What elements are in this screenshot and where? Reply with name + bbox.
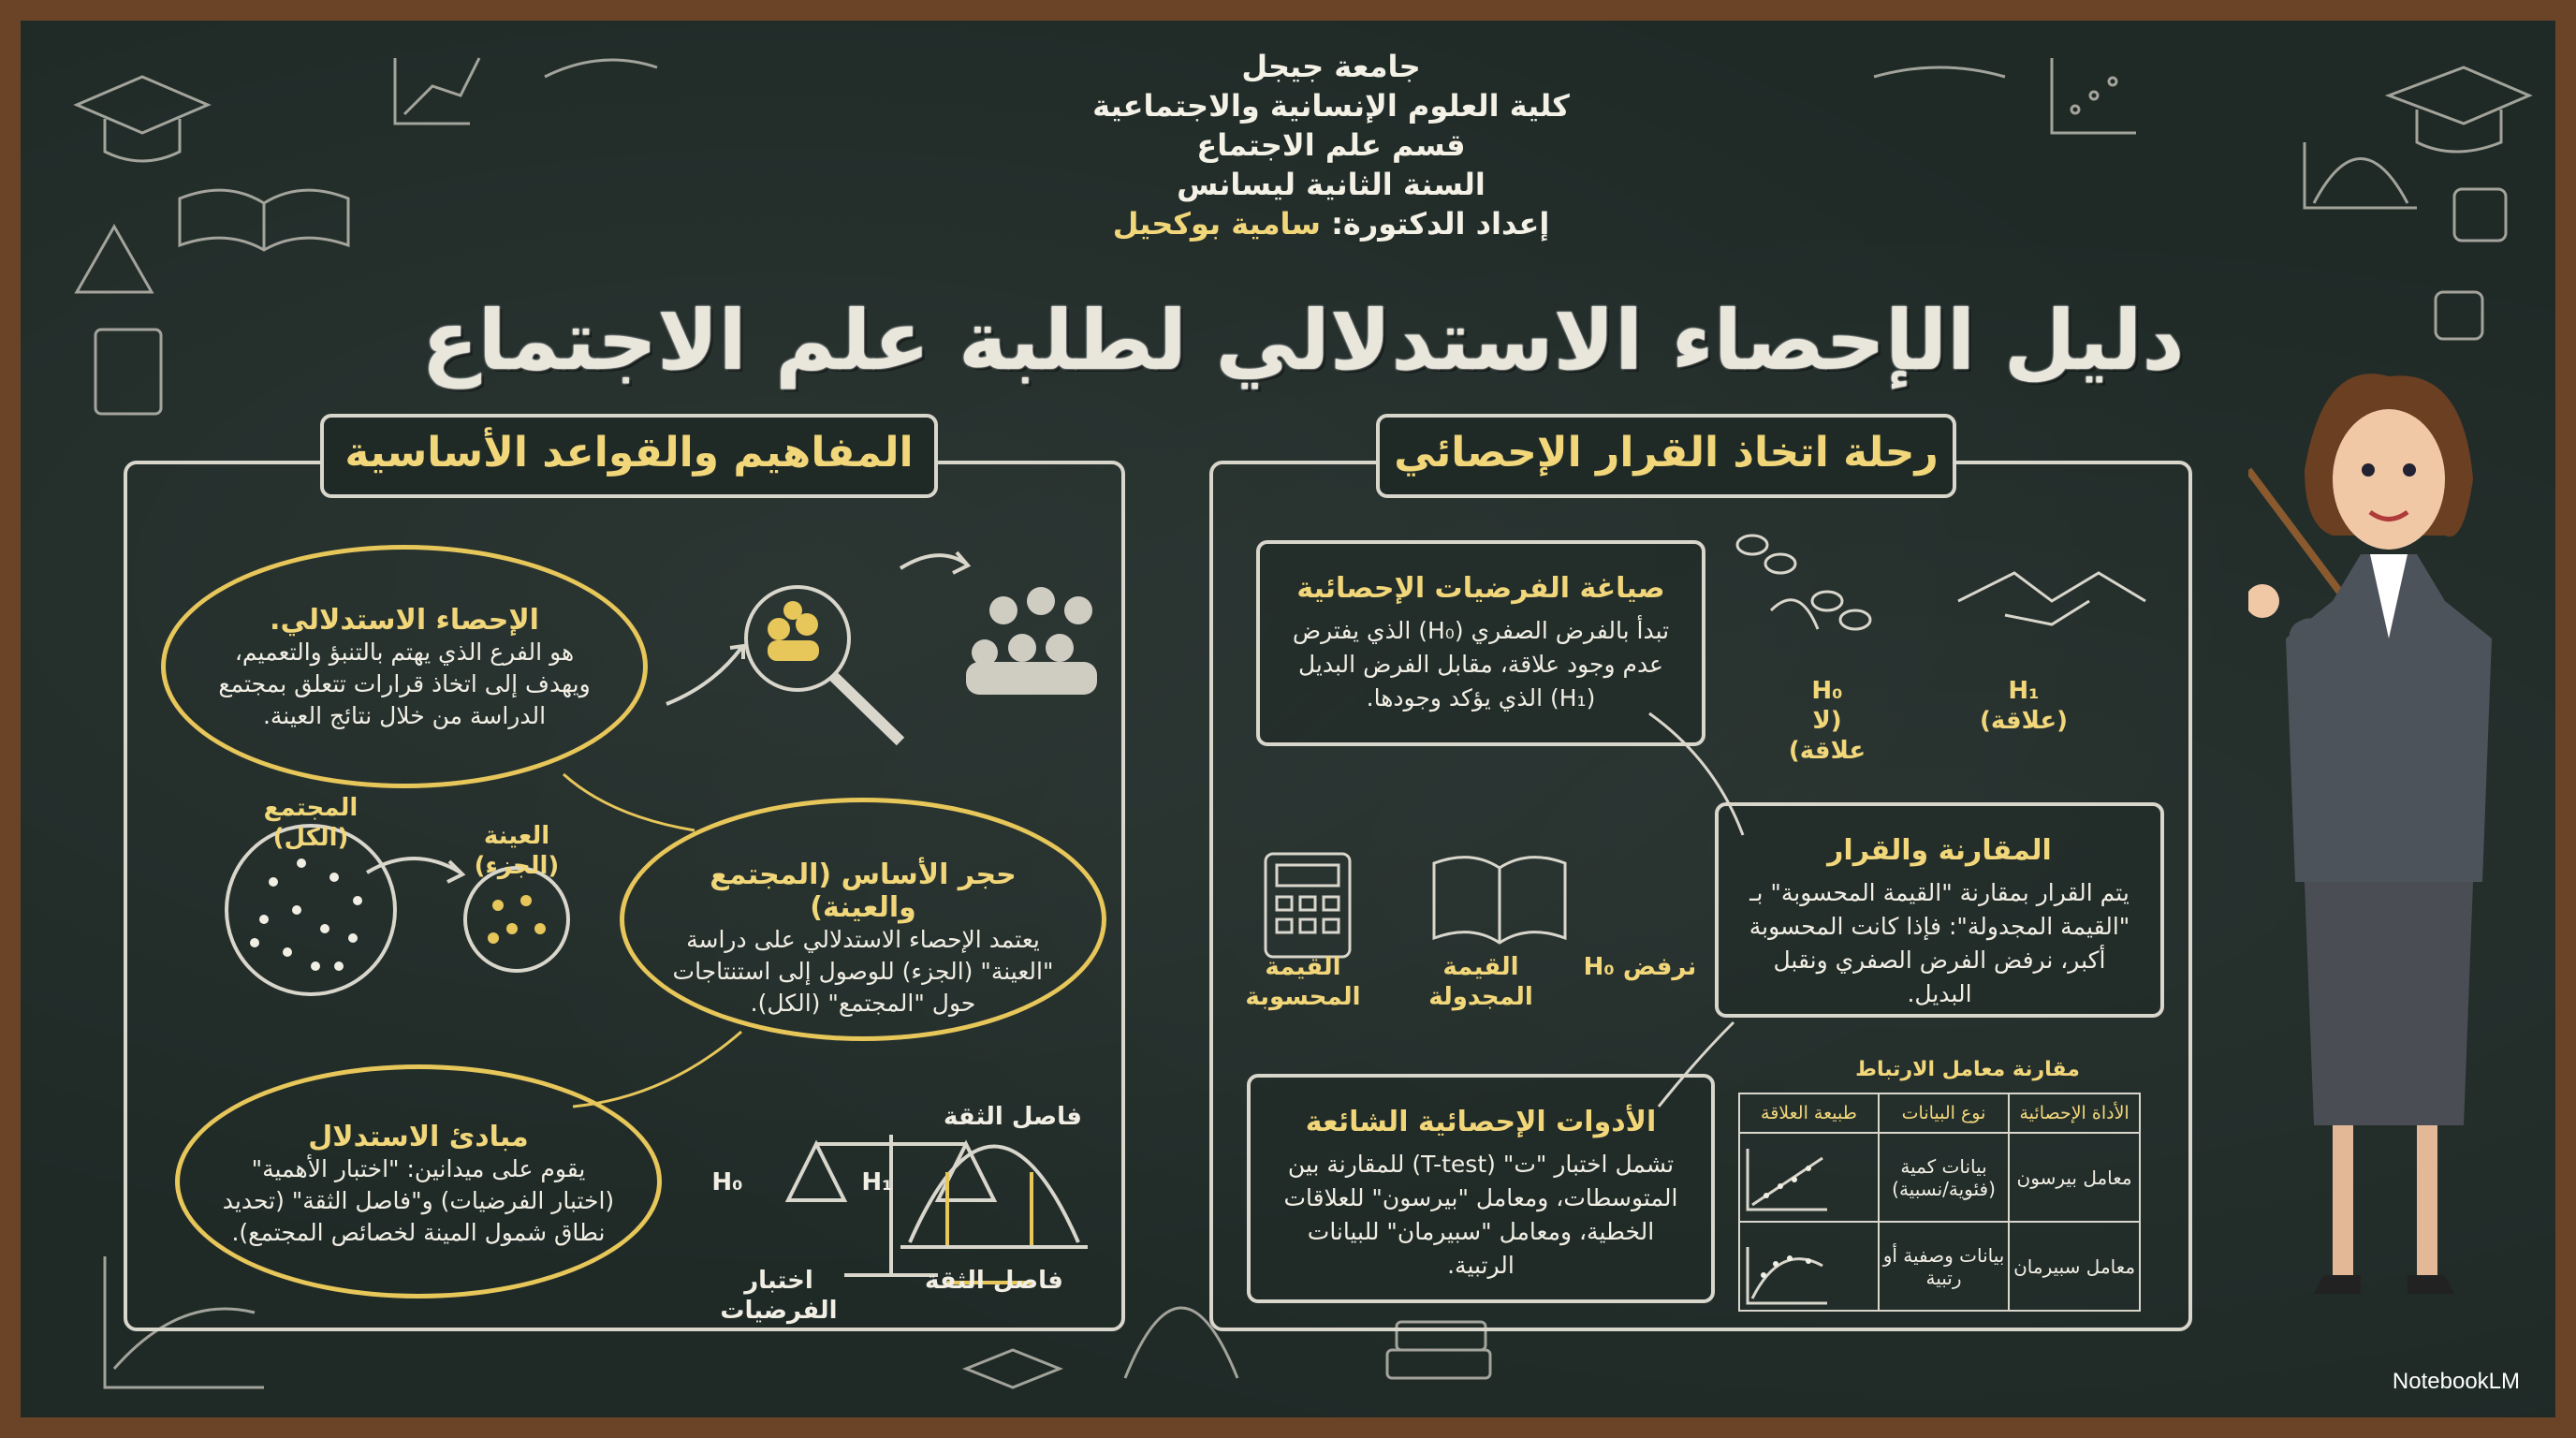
definition-text: هو الفرع الذي يهتم بالتنبؤ والتعميم، ويهدف إلى اتخاذ قرارات تتعلق بمجتمع الدراسة من خلال نتائج العينة. — [218, 638, 591, 729]
h0-description: (لا علاقة) — [1788, 707, 1866, 765]
comparison-text: يتم القرار بمقارنة "القيمة المحسوبة" بـ "القيمة المجدولة": فإذا كانت المحسوبة أكبر، نرفض الفرض الصفري ونقبل البديل. — [1749, 879, 2130, 1007]
notebook-icon — [95, 330, 161, 414]
hypotheses-text: تبدأ بالفرض الصفري (H₀) الذي يفترض عدم وجود علاقة، مقابل الفرض البديل (H₁) الذي يؤكد وجودها. — [1292, 617, 1670, 712]
author-label: إعداد الدكتورة: — [1331, 206, 1550, 242]
principles-text: يقوم على ميدانين: "اختبار الأهمية" (اختبار الفرضيات) و"فاصل الثقة" (تحديد نطاق شمول المينة لخصائص المجتمع). — [222, 1155, 615, 1246]
dice-icon — [2454, 189, 2506, 241]
hypotheses-title: صياغة الفرضيات الإحصائية — [1296, 572, 1665, 605]
teacher-illustration — [2248, 358, 2529, 1387]
study-year: السنة الثانية ليسانس — [1177, 167, 1486, 202]
concepts-panel-title: المفاهيم والقواعد الأساسية — [320, 414, 938, 498]
foundation-title: حجر الأساس (المجتمع والعينة) — [710, 858, 1017, 924]
page-title: دليل الإحصاء الاستدلالي لطلبة علم الاجتماع — [421, 292, 2185, 389]
correlation-table — [1738, 1093, 2141, 1312]
ci-top-label: فاصل الثقة — [944, 1103, 1082, 1131]
crowd-icon — [966, 587, 1097, 695]
tools-text: تشمل اختبار "ت" (T-test) للمقارنة بين المتوسطات، ومعامل "بيرسون" للعلاقات الخطية، ومعامل "سبيرمان" للبيانات الرتبية. — [1283, 1151, 1678, 1279]
ci-bottom-label: فاصل الثقة — [925, 1267, 1063, 1295]
graduation-cap-icon-right — [2389, 67, 2529, 152]
sample-label-text: العينة — [483, 822, 550, 850]
scatter-doodle-icon — [2052, 58, 2136, 133]
book-stack-icon — [1387, 1350, 1490, 1378]
broken-chain-icon — [1737, 536, 1870, 629]
table-cell-plot — [1739, 1133, 1879, 1222]
arrow-doodle-icon — [545, 60, 657, 77]
table-caption: مقارنة معامل الارتباط — [1855, 1058, 2080, 1081]
sample-label — [451, 821, 582, 881]
computed-value-label: القيمة المحسوبة — [1245, 953, 1361, 1011]
decision-panel-title: رحلة اتخاذ القرار الإحصائي — [1376, 414, 1956, 498]
handshake-icon — [1958, 573, 2145, 624]
population-sub-text: (الكل) — [272, 824, 349, 852]
h0-hypothesis-label — [1771, 676, 1883, 766]
h1-description: (علاقة) — [1979, 707, 2069, 735]
university-name: جامعة جيجل — [1241, 49, 1421, 84]
grad-cap-bottom-icon — [966, 1350, 1060, 1387]
bell-curve-doodle-icon — [2305, 142, 2417, 208]
h0-symbol: H₀ — [1811, 677, 1843, 705]
comparison-title: المقارنة والقرار — [1827, 834, 2052, 867]
department-name: قسم علم الاجتماع — [1196, 127, 1466, 163]
graduation-cap-icon — [77, 77, 208, 161]
principles-title: مبادئ الاستدلال — [308, 1121, 529, 1153]
dice-icon-2 — [2436, 292, 2482, 339]
author-line — [1003, 204, 1659, 243]
tools-title: الأدوات الإحصائية الشائعة — [1305, 1106, 1657, 1138]
concepts-illustrations — [124, 461, 1125, 1331]
institution-header — [1003, 47, 1659, 243]
table-header: نوع البيانات — [1879, 1093, 2009, 1133]
arrow-icon-2 — [666, 646, 743, 704]
scale-h1-label: H₁ — [861, 1168, 893, 1196]
scale-h0-label: H₀ — [711, 1168, 743, 1196]
tabulated-value-label: القيمة المجدولة — [1428, 953, 1533, 1011]
table-cell: معامل سبيرمان — [2009, 1222, 2140, 1311]
triangle-icon — [77, 227, 152, 292]
table-header: الأداة الإحصائية — [2009, 1093, 2140, 1133]
calculator-icon — [1266, 854, 1350, 957]
population-label-text: المجتمع — [263, 794, 359, 822]
foundation-text: يعتمد الإحصاء الاستدلالي على دراسة "العينة" (الجزء) للوصول إلى استنتاجات حول "المجتمع" (الكل). — [672, 926, 1054, 1017]
balance-scale-icon — [788, 1135, 994, 1275]
definition-title: الإحصاء الاستدلالي. — [270, 604, 539, 637]
table-cell: بيانات وصفية أو رتبية — [1879, 1222, 2009, 1311]
sample-sub-text: (الجزء) — [474, 852, 560, 880]
hyp-test-label: اختبار الفرضيات — [720, 1267, 838, 1325]
notebooklm-brand: NotebookLM — [2392, 1369, 2520, 1394]
population-label — [236, 793, 386, 853]
arrow-icon — [900, 552, 968, 573]
bell-curve-icon — [900, 1147, 1088, 1284]
chart-doodle-icon — [395, 58, 479, 124]
table-cell-plot — [1739, 1222, 1879, 1311]
h1-hypothesis-label — [1968, 676, 2080, 736]
reject-h0-label: نرفض H₀ — [1583, 953, 1697, 981]
table-cell: معامل بيرسون — [2009, 1133, 2140, 1222]
faculty-name: كلية العلوم الإنسانية والاجتماعية — [1092, 88, 1570, 124]
h1-symbol: H₁ — [2008, 677, 2040, 705]
table-header: طبيعة العلاقة — [1739, 1093, 1879, 1133]
table-book-icon — [1434, 858, 1565, 943]
book-icon — [180, 190, 348, 250]
table-cell: بيانات كمية (فئوية/نسبية) — [1879, 1133, 2009, 1222]
magnifier-people-icon — [746, 587, 900, 741]
sample-circle-icon — [465, 868, 568, 971]
author-name: سامية بوكحيل — [1112, 206, 1321, 242]
